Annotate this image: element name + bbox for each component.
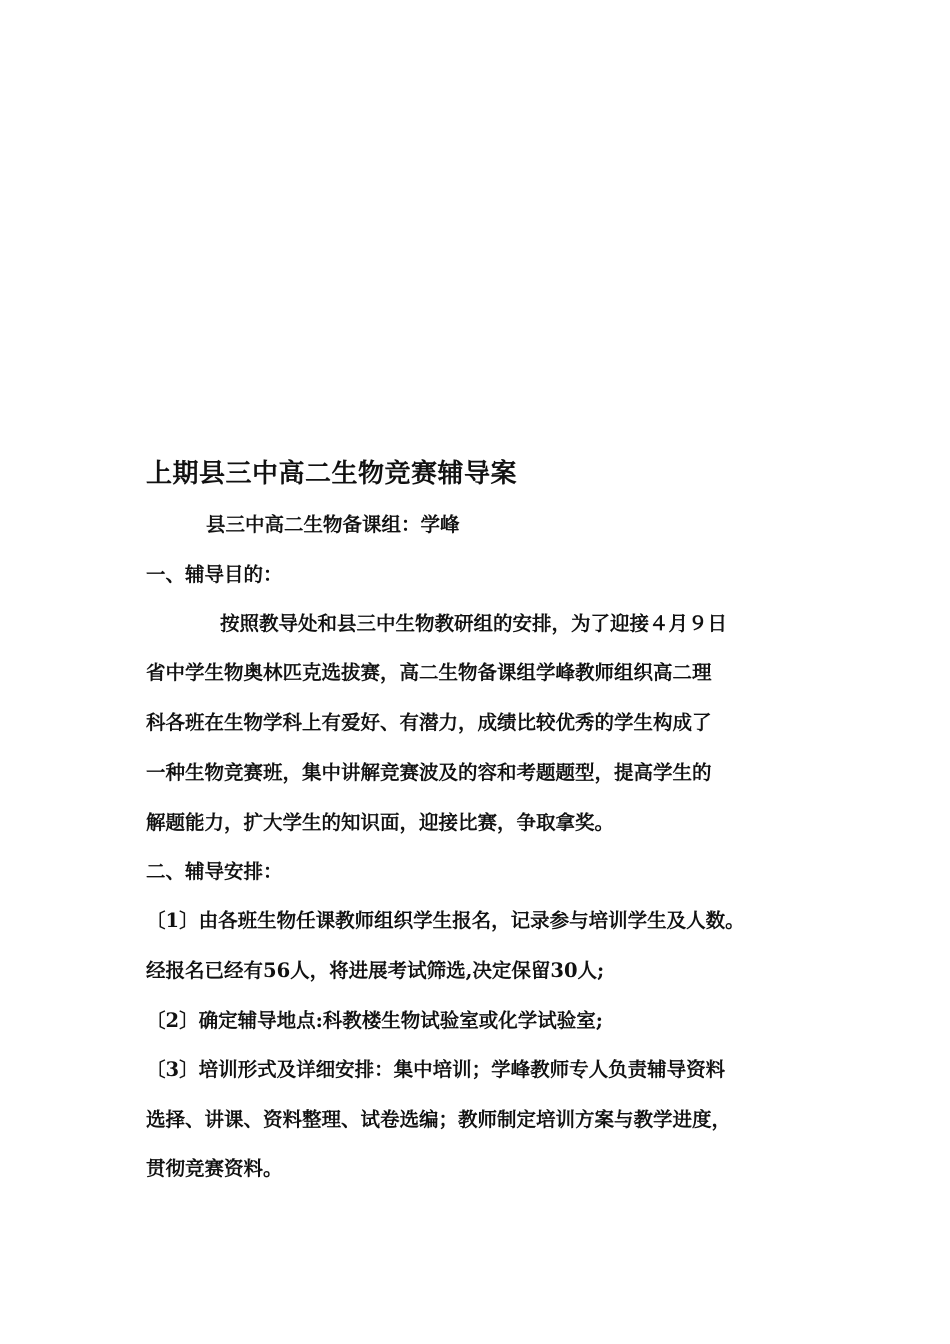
paragraph-line: 解题能力，扩大学生的知识面，迎接比赛，争取拿奖。 xyxy=(146,811,615,834)
section2-heading: 二、辅导安排： xyxy=(146,860,283,883)
list-item-continuation: 经报名已经有56人，将进展考试筛选,决定保留30人; xyxy=(146,959,605,982)
list-item: 〔2〕确定辅导地点:科教楼生物试验室或化学试验室; xyxy=(146,1009,603,1032)
paragraph-line: 一种生物竞赛班，集中讲解竞赛波及的容和考题题型，提高学生的 xyxy=(146,761,712,784)
list-item-continuation: 贯彻竞赛资料。 xyxy=(146,1157,283,1180)
paragraph-line: 省中学生物奥林匹克选拔赛，高二生物备课组学峰教师组织高二理 xyxy=(146,661,712,684)
document-title: 上期县三中高二生物竞赛辅导案 xyxy=(146,459,518,489)
section1-heading: 一、辅导目的： xyxy=(146,563,283,586)
paragraph-line: 科各班在生物学科上有爱好、有潜力，成绩比较优秀的学生构成了 xyxy=(146,711,712,734)
author-line: 县三中高二生物备课组：学峰 xyxy=(206,513,460,536)
paragraph-line: 按照教导处和县三中生物教研组的安排，为了迎接４月９日 xyxy=(220,612,728,635)
list-item-continuation: 选择、讲课、资料整理、试卷选编；教师制定培训方案与教学进度， xyxy=(146,1108,732,1131)
list-item: 〔1〕由各班生物任课教师组织学生报名，记录参与培训学生及人数。 xyxy=(146,909,745,932)
list-item: 〔3〕培训形式及详细安排：集中培训；学峰教师专人负责辅导资料 xyxy=(146,1058,726,1081)
